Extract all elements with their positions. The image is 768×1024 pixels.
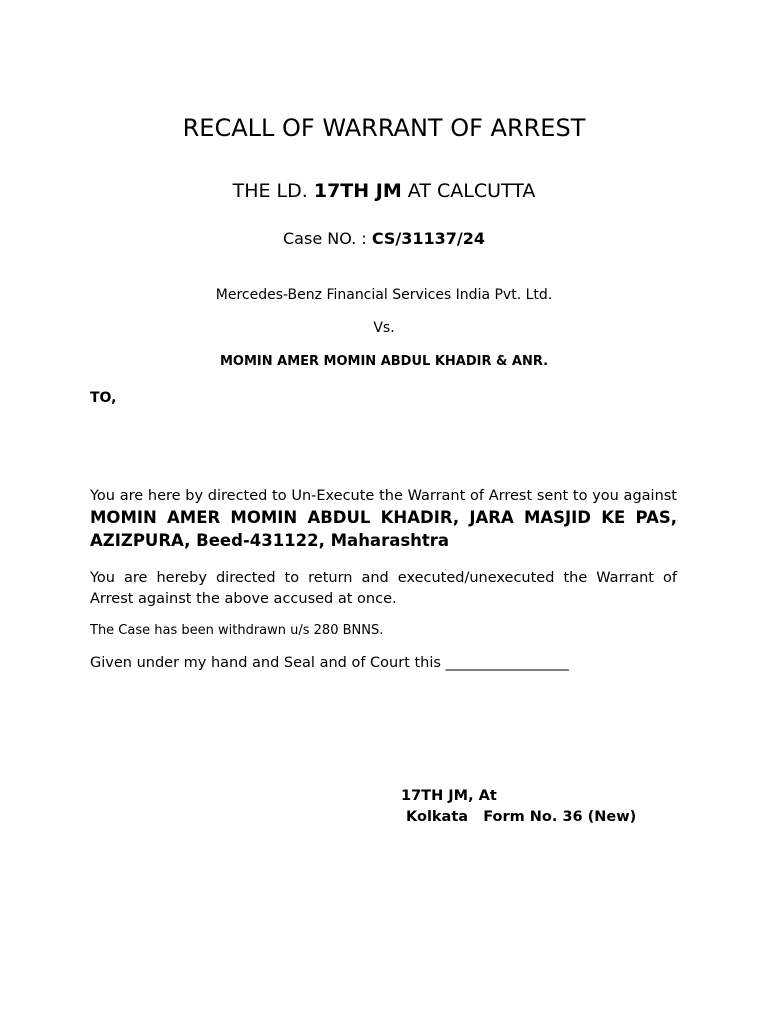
case-label: Case NO. : xyxy=(283,229,367,248)
addressee-label: TO, xyxy=(90,390,117,406)
court-heading xyxy=(0,178,768,204)
directive-text: You are here by directed to Un-Execute the Warrant of Arrest sent to you against xyxy=(90,488,677,504)
defendant-name: MOMIN AMER MOMIN ABDUL KHADIR & ANR. xyxy=(219,354,549,369)
court-prefix: THE LD. xyxy=(232,180,308,202)
seal-line: Given under my hand and Seal and of Court this _________________ xyxy=(90,655,569,671)
plaintiff-name: Mercedes-Benz Financial Services India Pvt. Ltd. xyxy=(215,287,553,303)
signature-line-2: Kolkata Form No. 36 (New) xyxy=(406,809,637,825)
accused-details: MOMIN AMER MOMIN ABDUL KHADIR, JARA MASJID KE PAS, AZIZPURA, Beed-431122, Maharashtra xyxy=(90,508,677,550)
court-suffix: AT CALCUTTA xyxy=(407,180,536,202)
court-name: 17TH JM xyxy=(313,180,402,202)
return-paragraph: You are hereby directed to return and executed/unexecuted the Warrant of Arrest against the above accused at once. xyxy=(90,570,677,607)
versus-label: Vs. xyxy=(373,320,395,336)
signature-line-1: 17TH JM, At xyxy=(401,788,497,804)
withdrawal-note: The Case has been withdrawn u/s 280 BNNS. xyxy=(90,623,384,638)
case-number: CS/31137/24 xyxy=(371,229,485,248)
directive-paragraph xyxy=(90,485,677,553)
case-number-line xyxy=(0,228,768,250)
document-title: RECALL OF WARRANT OF ARREST xyxy=(182,114,586,142)
